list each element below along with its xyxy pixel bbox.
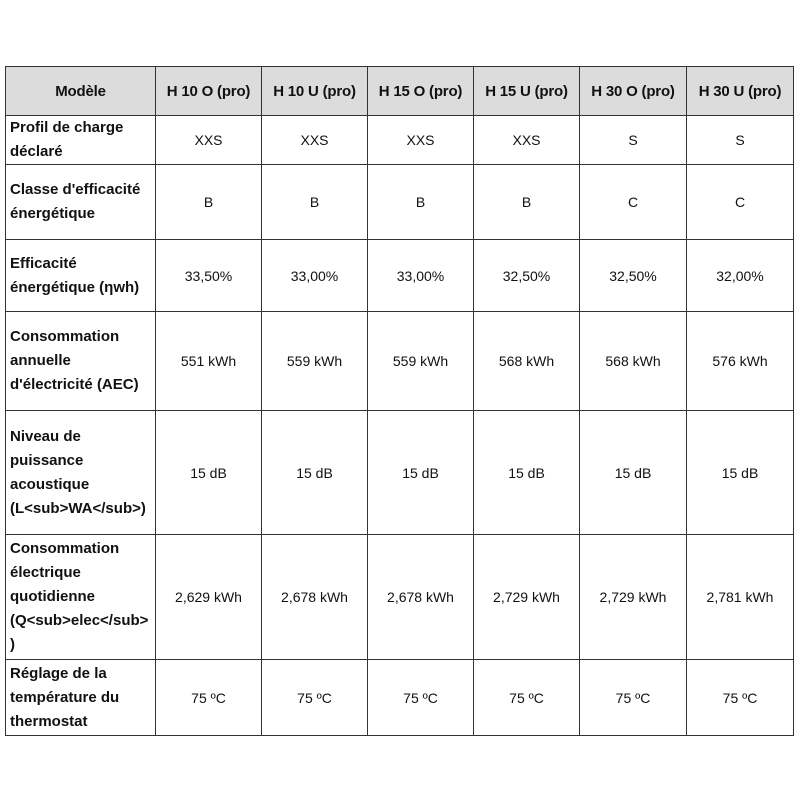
- table-cell: B: [156, 165, 262, 240]
- table-cell: B: [368, 165, 474, 240]
- header-row: [6, 67, 794, 116]
- table-cell: 2,678 kWh: [262, 535, 368, 660]
- table-cell: 75 ºC: [156, 660, 262, 736]
- row-label: Réglage de la température du thermostat: [6, 660, 156, 736]
- spec-table: [5, 66, 794, 736]
- table-cell: 559 kWh: [368, 312, 474, 411]
- row-label: Efficacité énergétique (ηwh): [6, 240, 156, 312]
- table-cell: 2,629 kWh: [156, 535, 262, 660]
- table-row: [6, 116, 794, 165]
- table-cell: B: [474, 165, 580, 240]
- table-cell: S: [687, 116, 794, 165]
- table-cell: C: [580, 165, 687, 240]
- table-row: [6, 411, 794, 535]
- table-cell: 75 ºC: [262, 660, 368, 736]
- table-cell: XXS: [368, 116, 474, 165]
- table-cell: 576 kWh: [687, 312, 794, 411]
- table-row: [6, 165, 794, 240]
- table-row: [6, 312, 794, 411]
- table-cell: 15 dB: [262, 411, 368, 535]
- table-cell: 33,00%: [368, 240, 474, 312]
- table-cell: S: [580, 116, 687, 165]
- table-cell: 559 kWh: [262, 312, 368, 411]
- table-cell: 32,50%: [580, 240, 687, 312]
- table-cell: 15 dB: [474, 411, 580, 535]
- table-cell: 75 ºC: [580, 660, 687, 736]
- table-row: [6, 240, 794, 312]
- column-header: H 10 U (pro): [262, 67, 368, 116]
- table-cell: 15 dB: [687, 411, 794, 535]
- row-label: Niveau de puissance acoustique (L<sub>WA</sub>): [6, 411, 156, 535]
- table-cell: 32,00%: [687, 240, 794, 312]
- row-label: Classe d'efficacité énergétique: [6, 165, 156, 240]
- row-label: Consommation annuelle d'électricité (AEC): [6, 312, 156, 411]
- table-cell: 15 dB: [156, 411, 262, 535]
- table-cell: 33,50%: [156, 240, 262, 312]
- table-cell: 2,678 kWh: [368, 535, 474, 660]
- table-cell: 15 dB: [368, 411, 474, 535]
- table-cell: 2,729 kWh: [580, 535, 687, 660]
- column-header: H 15 O (pro): [368, 67, 474, 116]
- row-label: Profil de charge déclaré: [6, 116, 156, 165]
- table-cell: 2,729 kWh: [474, 535, 580, 660]
- table-cell: 568 kWh: [580, 312, 687, 411]
- table-cell: 32,50%: [474, 240, 580, 312]
- table-cell: XXS: [262, 116, 368, 165]
- table-cell: XXS: [474, 116, 580, 165]
- column-header: H 10 O (pro): [156, 67, 262, 116]
- table-row: [6, 535, 794, 660]
- column-header: H 30 O (pro): [580, 67, 687, 116]
- table-cell: 15 dB: [580, 411, 687, 535]
- table-cell: 75 ºC: [687, 660, 794, 736]
- table-cell: C: [687, 165, 794, 240]
- table-cell: XXS: [156, 116, 262, 165]
- table-cell: 551 kWh: [156, 312, 262, 411]
- column-header: H 30 U (pro): [687, 67, 794, 116]
- table-row: [6, 660, 794, 736]
- corner-header: Modèle: [6, 67, 156, 116]
- table-cell: 33,00%: [262, 240, 368, 312]
- row-label: Consommation électrique quotidienne (Q<sub>elec</sub>): [6, 535, 156, 660]
- column-header: H 15 U (pro): [474, 67, 580, 116]
- table-cell: 568 kWh: [474, 312, 580, 411]
- table-cell: 2,781 kWh: [687, 535, 794, 660]
- table-cell: 75 ºC: [474, 660, 580, 736]
- table-cell: 75 ºC: [368, 660, 474, 736]
- table-cell: B: [262, 165, 368, 240]
